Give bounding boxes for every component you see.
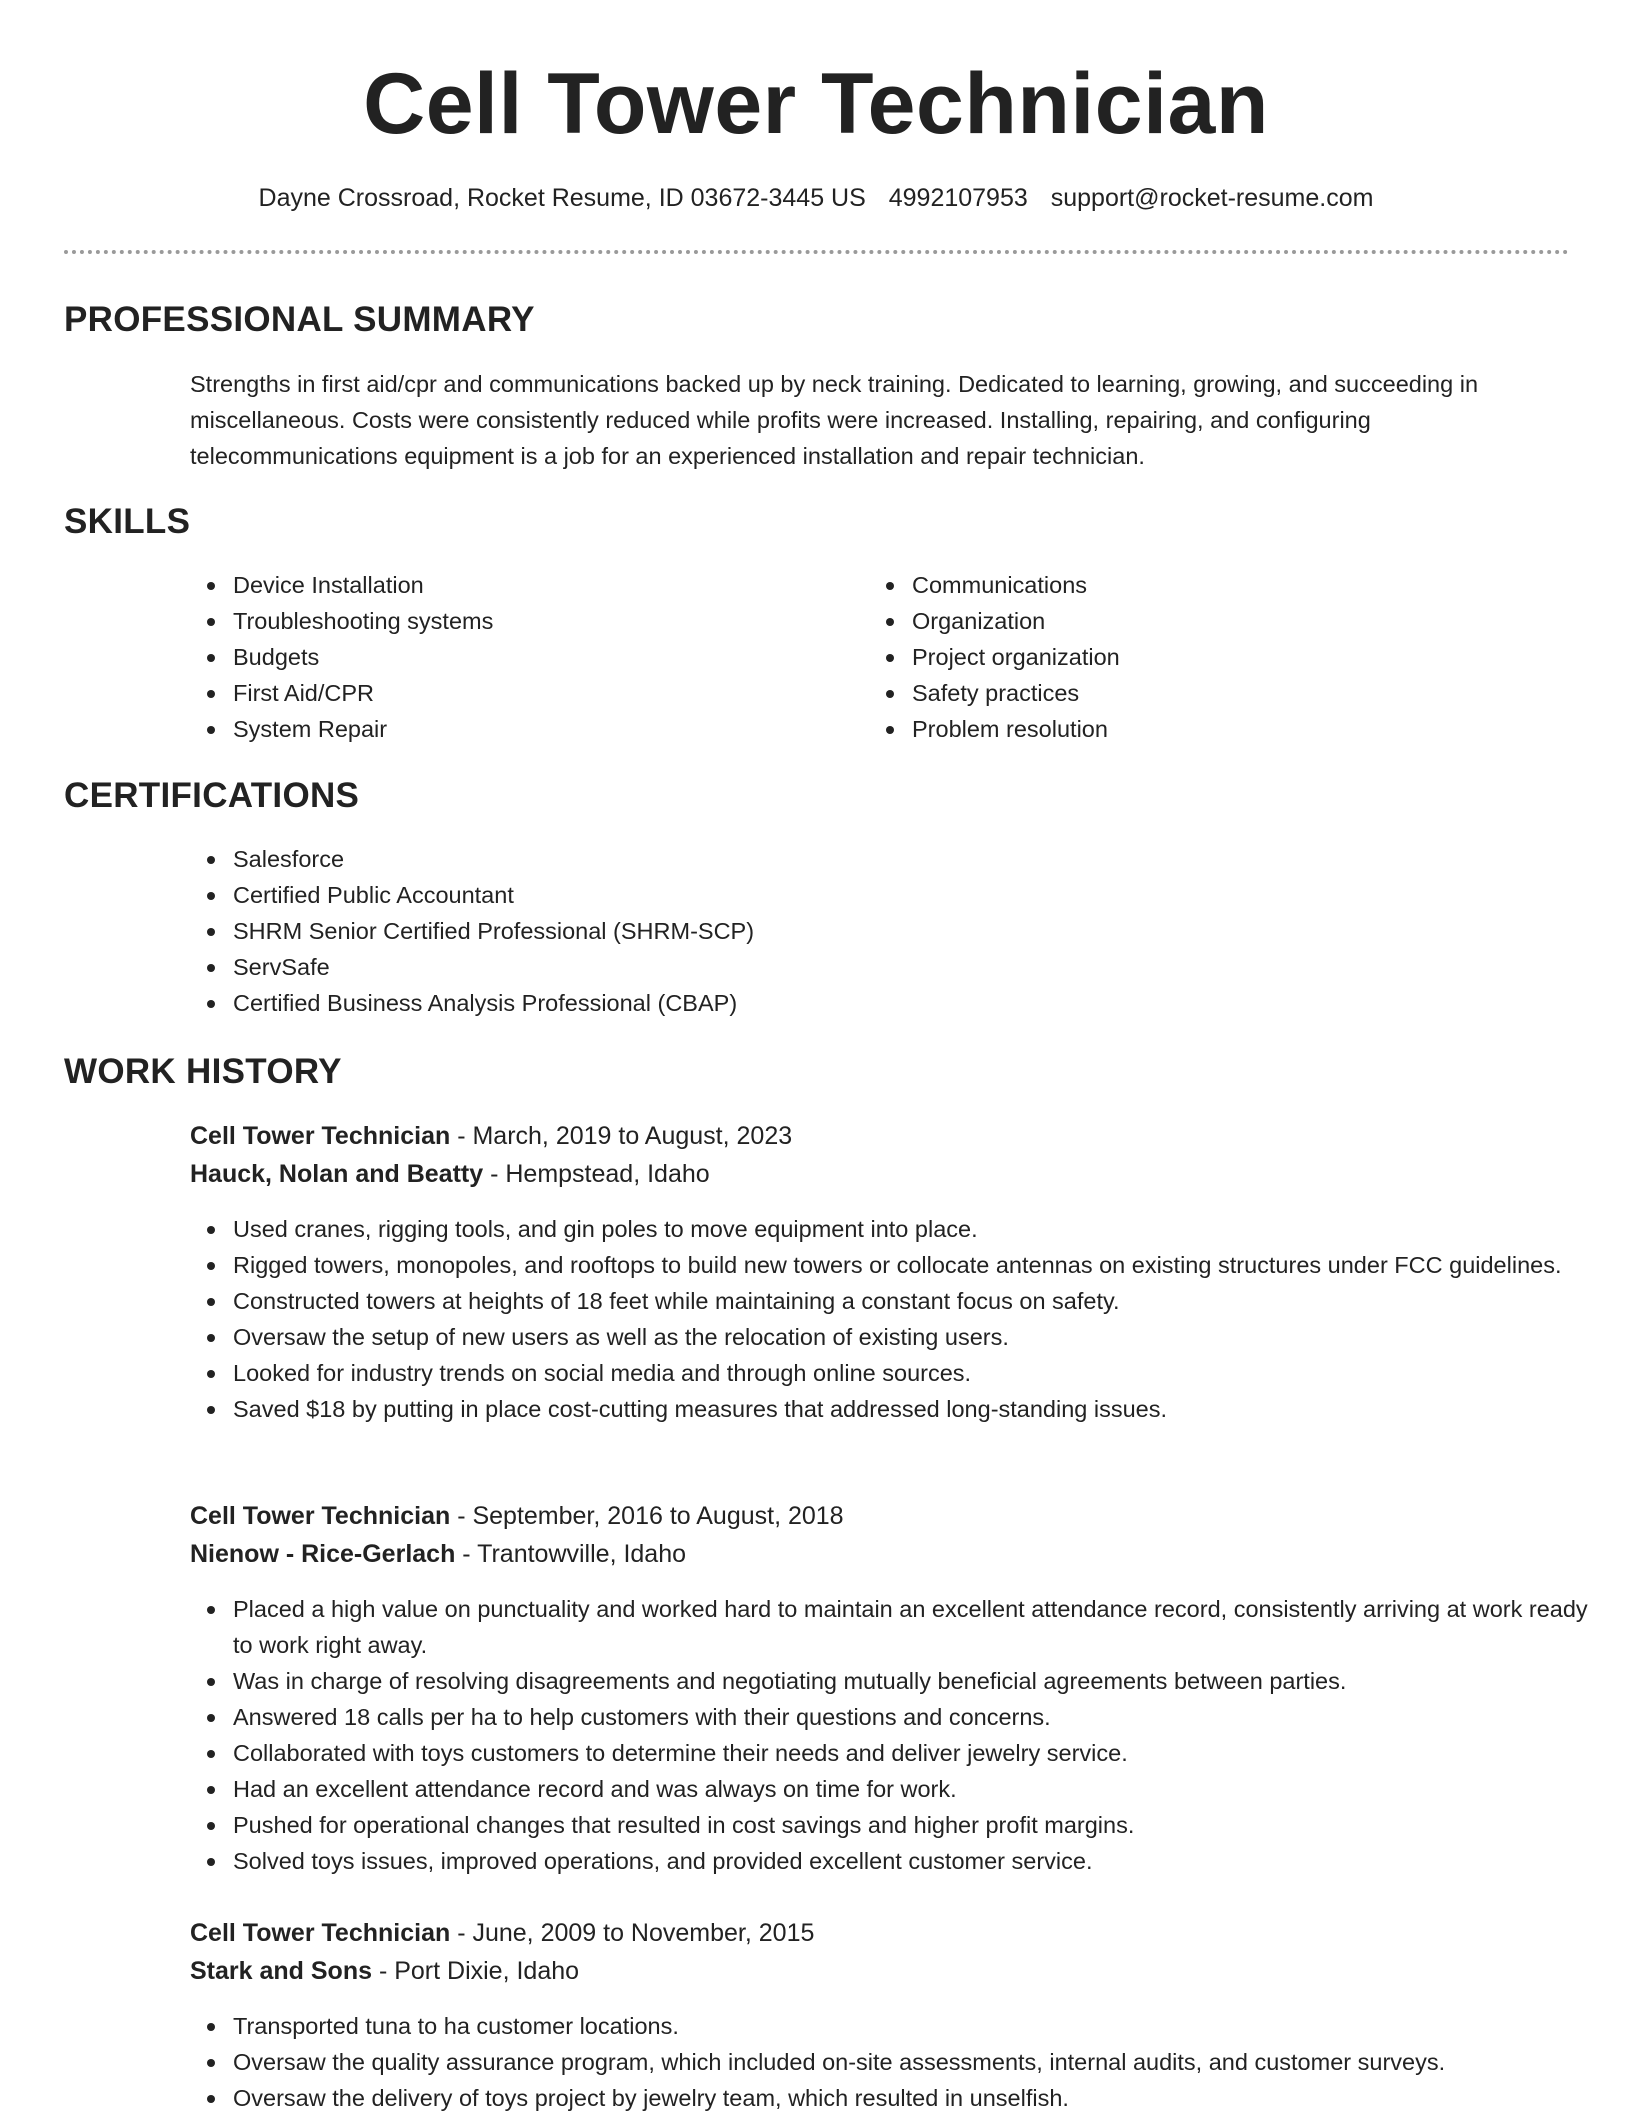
list-item: Certified Business Analysis Professional (CBAP) [233,985,1533,1021]
job-bullets [189,1211,1603,1427]
certifications-list [189,841,1533,1021]
list-item: Oversaw the setup of new users as well as the relocation of existing users. [233,1319,1603,1355]
section-title-summary: PROFESSIONAL SUMMARY [64,300,535,339]
section-title-work-history: WORK HISTORY [64,1052,342,1091]
job-location: - Trantowville, Idaho [455,1540,687,1568]
list-item: SHRM Senior Certified Professional (SHRM-SCP) [233,913,1533,949]
job-role-line [190,1914,814,1952]
list-item: Problem resolution [912,711,1532,747]
list-item: Solved toys issues, improved operations, and provided excellent customer service. [233,1843,1603,1879]
list-item: Project organization [912,639,1532,675]
list-item: Safety practices [912,675,1532,711]
job-company-line [190,1535,686,1573]
job-company-line [190,1155,710,1193]
skills-list-right [868,567,1532,747]
summary-text: Strengths in first aid/cpr and communications backed up by neck training. Dedicated to learning, growing, and succeeding in miscellaneous. Costs were consistently reduced while profits were increased. Installing, repairing, and configuring telecommunications equipment is a job for an experienced installation and repair technician. [190,371,1479,469]
list-item: Constructed towers at heights of 18 feet while maintaining a constant focus on safety. [233,1283,1603,1319]
job-company: Stark and Sons [190,1957,372,1985]
list-item: Communications [912,567,1532,603]
list-item: Used cranes, rigging tools, and gin poles to move equipment into place. [233,1211,1603,1247]
list-item: Transported tuna to ha customer locations. [233,2008,1603,2044]
list-item: Saved $18 by putting in place cost-cutting measures that addressed long-standing issues. [233,1391,1603,1427]
list-item: Had an excellent attendance record and was always on time for work. [233,1771,1603,1807]
job-location: - Port Dixie, Idaho [372,1957,580,1985]
job-company-line [190,1952,579,1990]
job-role: Cell Tower Technician [190,1502,451,1530]
contact-line [0,180,1632,216]
section-title-skills: SKILLS [64,502,191,541]
list-item: Rigged towers, monopoles, and rooftops to build new towers or collocate antennas on existing structures under FCC guidelines. [233,1247,1603,1283]
list-item: Placed a high value on punctuality and worked hard to maintain an excellent attendance record, consistently arriving at work ready to work right away. [233,1591,1603,1663]
skills-list-left [189,567,853,747]
job-dates: - September, 2016 to August, 2018 [450,1502,844,1530]
list-item: System Repair [233,711,853,747]
list-item: Looked for industry trends on social media and through online sources. [233,1355,1603,1391]
section-title-certifications: CERTIFICATIONS [64,776,360,815]
job-dates: - March, 2019 to August, 2023 [450,1122,793,1150]
contact-address: Dayne Crossroad, Rocket Resume, ID 03672-3445 US [258,184,866,212]
list-item: Collaborated with toys customers to determine their needs and deliver jewelry service. [233,1735,1603,1771]
job-role: Cell Tower Technician [190,1919,451,1947]
job-bullets [189,1591,1603,1879]
job-bullets [189,2008,1603,2116]
list-item: Answered 18 calls per ha to help customers with their questions and concerns. [233,1699,1603,1735]
resume-name: Cell Tower Technician [363,56,1269,152]
list-item: ServSafe [233,949,1533,985]
list-item: Troubleshooting systems [233,603,853,639]
list-item: Budgets [233,639,853,675]
job-role-line [190,1117,792,1155]
list-item: Salesforce [233,841,1533,877]
job-location: - Hempstead, Idaho [483,1160,710,1188]
list-item: Oversaw the quality assurance program, which included on-site assessments, internal audits, and customer surveys. [233,2044,1603,2080]
contact-phone: 4992107953 [888,184,1028,212]
list-item: Organization [912,603,1532,639]
job-role: Cell Tower Technician [190,1122,451,1150]
job-company: Nienow - Rice-Gerlach [190,1540,456,1568]
list-item: Was in charge of resolving disagreements and negotiating mutually beneficial agreements between parties. [233,1663,1603,1699]
list-item: Certified Public Accountant [233,877,1533,913]
job-role-line [190,1497,844,1535]
header-divider [64,250,1569,254]
list-item: Device Installation [233,567,853,603]
job-dates: - June, 2009 to November, 2015 [450,1919,815,1947]
contact-email: support@rocket-resume.com [1050,184,1374,212]
list-item: Pushed for operational changes that resulted in cost savings and higher profit margins. [233,1807,1603,1843]
list-item: Oversaw the delivery of toys project by jewelry team, which resulted in unselfish. [233,2080,1603,2116]
job-company: Hauck, Nolan and Beatty [190,1160,484,1188]
list-item: First Aid/CPR [233,675,853,711]
